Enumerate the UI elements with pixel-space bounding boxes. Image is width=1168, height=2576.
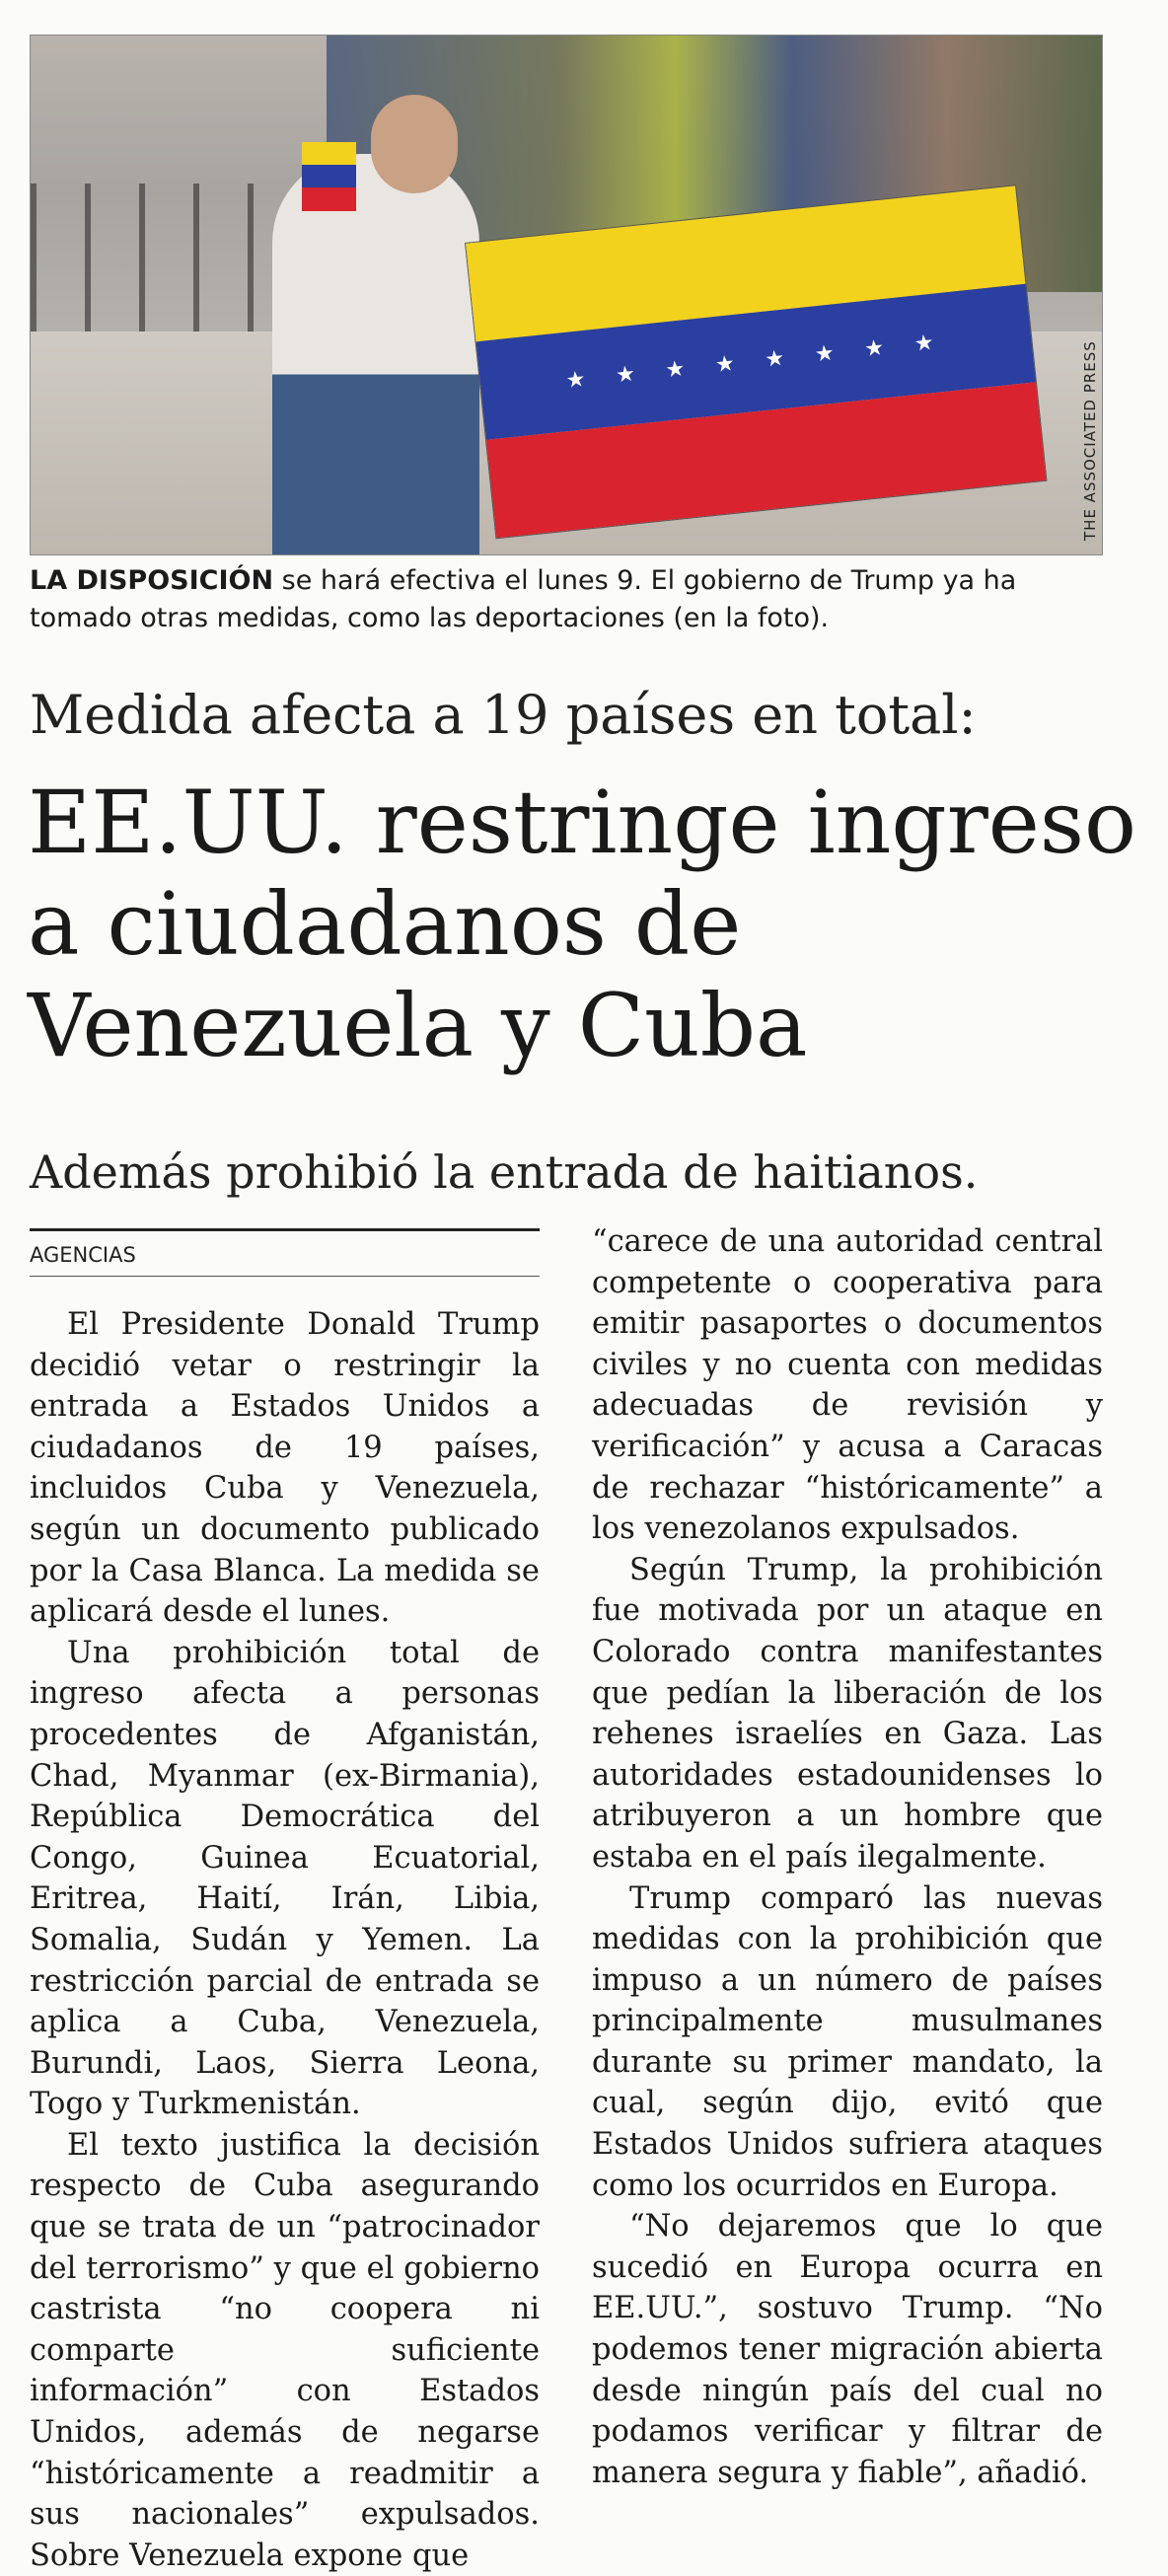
kicker: Medida afecta a 19 países en total: (30, 684, 977, 746)
flag-stars: ★ ★ ★ ★ ★ ★ ★ ★ (476, 284, 1036, 440)
caption-lead: LA DISPOSICIÓN (30, 565, 274, 596)
small-venezuelan-flag (302, 142, 356, 211)
paragraph-4: Según Trump, la prohibición fue motivada por un ataque en Colorado contra manifestantes que pedían la liberación de los rehenes israelíes en Gaza. Las autoridades estadounidenses lo atribuyeron a un hombre que estaba en el país ilegalmente. (592, 1552, 1103, 1875)
caption-text: se hará efectiva el lunes 9. El gobierno de Trump ya ha tomado otras medidas, como las deportaciones (en la foto). (30, 565, 1017, 633)
photo-man-head (371, 95, 458, 193)
byline-rule-top (30, 1228, 540, 1231)
headline-line-1: EE.UU. restringe ingreso (28, 772, 1137, 873)
headline-line-2: a ciudadanos de (28, 873, 742, 975)
deck: Además prohibió la entrada de haitianos. (30, 1145, 979, 1199)
photo-credit: THE ASSOCIATED PRESS (1081, 340, 1099, 541)
paragraph-5: Trump comparó las nuevas medidas con la prohibición que impuso a un número de países principalmente musulmanes durante su primer mandato, la cual, según dijo, evitó que Estados Unidos sufriera ataques como los ocurridos en Europa. (592, 1880, 1103, 2203)
paragraph-2: Una prohibición total de ingreso afecta a personas procedentes de Afganistán, Chad, Myanmar (ex-Birmania), República Democrática del Congo, Guinea Ecuatorial, Eritrea, Haití, Irán, Libia, Somalia, Sudán y Yemen. La restricción parcial de entrada se aplica a Cuba, Venezuela, Burundi, Laos, Sierra Leona, Togo y Turkmenistán. (30, 1635, 540, 2122)
headline-line-3: Venezuela y Cuba (28, 975, 808, 1076)
paragraph-3: El texto justifica la decisión respecto de Cuba asegurando que se trata de un “patrocinador del terrorismo” y que el gobierno castrista “no coopera ni comparte suficiente información” con Estados Unidos, además de negarse “históricamente a readmitir a sus nacionales” expulsados. Sobre Venezuela expone que (30, 2127, 540, 2573)
paragraph-3-continued: “carece de una autoridad central competente o cooperativa para emitir pasaportes o documentos civiles y no cuenta con medidas adecuadas de revisión y verificación” y acusa a Caracas de rechazar “históricamente” a los venezolanos expulsados. (592, 1224, 1103, 1547)
article-column-right (592, 1221, 1103, 2493)
paragraph-1: El Presidente Donald Trump decidió vetar o restringir la entrada a Estados Unidos a ciudadanos de 19 países, incluidos Cuba y Venezuela, según un documento publicado por la Casa Blanca. La medida se aplicará desde el lunes. (30, 1307, 540, 1630)
byline-rule-bottom (30, 1276, 540, 1277)
byline: AGENCIAS (30, 1243, 136, 1267)
photo-caption (30, 562, 1105, 637)
news-photo (30, 35, 1103, 555)
photo-man (272, 154, 479, 554)
headline (28, 772, 1142, 1076)
paragraph-6: “No dejaremos que lo que sucedió en Europa ocurra en EE.UU.”, sostuvo Trump. “No podemos tener migración abierta desde ningún país del cual no podamos verificar y filtrar de manera segura y fiable”, añadió. (592, 2209, 1103, 2490)
venezuelan-flag (465, 184, 1047, 539)
article-column-left (30, 1304, 540, 2576)
